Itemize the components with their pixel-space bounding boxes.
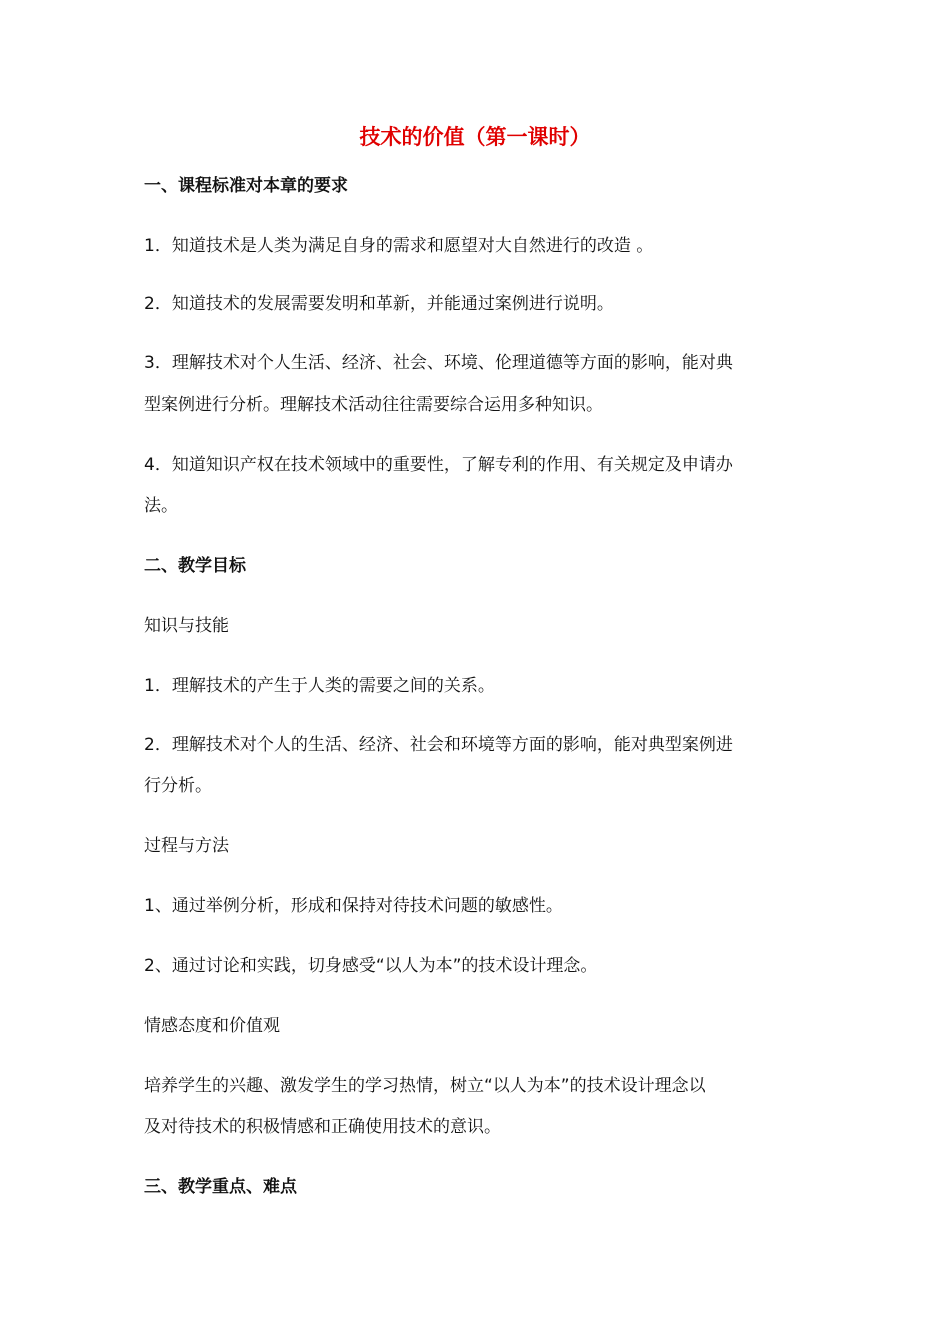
paragraph-item-3-line-1: 3．理解技术对个人生活、经济、社会、环境、伦理道德等方面的影响，能对典 [144, 353, 733, 373]
section-heading-standards: 一、课程标准对本章的要求 [144, 176, 348, 196]
subheading-knowledge-skills: 知识与技能 [144, 616, 229, 636]
subheading-process-methods: 过程与方法 [144, 836, 229, 856]
attitude-paragraph-line-1: 培养学生的兴趣、激发学生的学习热情，树立“以人为本”的技术设计理念以 [144, 1076, 706, 1096]
attitude-paragraph-line-2: 及对待技术的积极情感和正确使用技术的意识。 [144, 1117, 501, 1137]
section-heading-key-points: 三、教学重点、难点 [144, 1177, 297, 1197]
process-item-1: 1、通过举例分析，形成和保持对待技术问题的敏感性。 [144, 896, 563, 916]
paragraph-item-1: 1．知道技术是人类为满足自身的需求和愿望对大自然进行的改造 。 [144, 236, 654, 256]
paragraph-item-4-line-1: 4．知道知识产权在技术领域中的重要性，了解专利的作用、有关规定及申请办 [144, 455, 733, 475]
paragraph-item-3-line-2: 型案例进行分析。理解技术活动往往需要综合运用多种知识。 [144, 395, 603, 415]
objective-item-2-line-1: 2．理解技术对个人的生活、经济、社会和环境等方面的影响，能对典型案例进 [144, 735, 733, 755]
document-title: 技术的价值（第一课时） [359, 125, 591, 149]
section-heading-objectives: 二、教学目标 [144, 556, 246, 576]
paragraph-item-4-line-2: 法。 [144, 496, 178, 516]
subheading-attitudes-values: 情感态度和价值观 [144, 1016, 280, 1036]
paragraph-item-2: 2．知道技术的发展需要发明和革新，并能通过案例进行说明。 [144, 294, 614, 314]
process-item-2: 2、通过讨论和实践，切身感受“以人为本”的技术设计理念。 [144, 956, 598, 976]
objective-item-1: 1．理解技术的产生于人类的需要之间的关系。 [144, 676, 495, 696]
objective-item-2-line-2: 行分析。 [144, 776, 212, 796]
